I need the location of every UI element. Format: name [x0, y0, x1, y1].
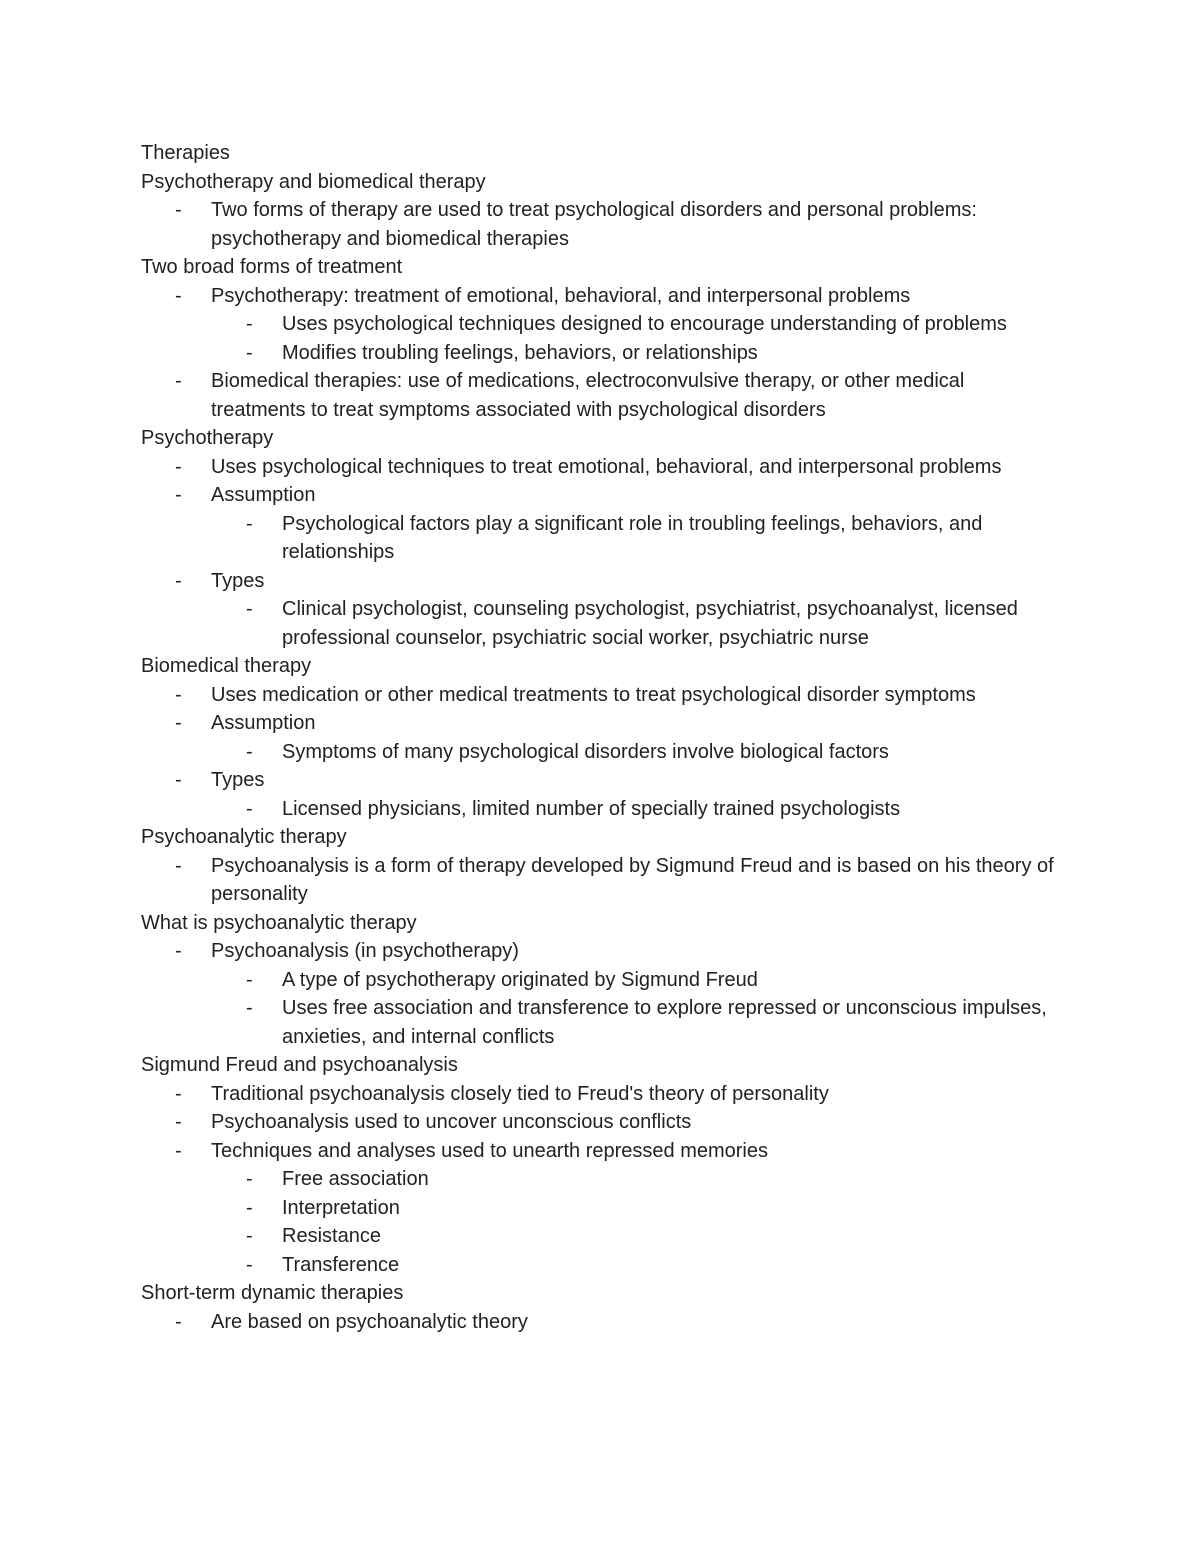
bullet-dash: - [175, 1111, 182, 1133]
bullet-dash: - [175, 683, 182, 706]
bullet-dash: - [246, 797, 253, 820]
bullet-dash: - [246, 1196, 253, 1219]
list-item-level-1 [141, 367, 1061, 424]
section-heading: Short-term dynamic therapies [141, 1282, 404, 1304]
list-item-level-2 [141, 1194, 1061, 1223]
list-item-text: Two forms of therapy are used to treat psychological disorders and personal problems: psychotherapy and biomedical therapies [211, 199, 977, 250]
bullet-dash: - [246, 1253, 253, 1276]
list-item-text: Clinical psychologist, counseling psychologist, psychiatrist, psychoanalyst, licensed professional counselor, psychiatric social worker, psychiatric nurse [282, 598, 1018, 649]
list-item-text: Resistance [282, 1225, 381, 1247]
list-item-level-1 [141, 1308, 1061, 1337]
list-item-text: Interpretation [282, 1196, 400, 1219]
list-item-level-2 [141, 1251, 1061, 1280]
list-item-level-1 [141, 282, 1061, 311]
list-item-text: Psychological factors play a significant role in troubling feelings, behaviors, and relationships [282, 512, 983, 563]
list-item-text: Assumption [211, 484, 316, 506]
section-heading: Psychoanalytic therapy [141, 826, 347, 848]
list-item-level-2 [141, 738, 1061, 767]
bullet-dash: - [175, 1082, 182, 1105]
section-heading: Two broad forms of treatment [141, 256, 403, 278]
section-heading: Sigmund Freud and psychoanalysis [141, 1054, 458, 1076]
list-item-level-2 [141, 310, 1061, 339]
bullet-dash: - [246, 512, 253, 535]
list-item-text: Techniques and analyses used to unearth repressed memories [211, 1139, 768, 1162]
list-item-level-1 [141, 681, 1061, 710]
document-body [141, 139, 1061, 1336]
list-item-level-1 [141, 1108, 1061, 1137]
list-item-text: Psychoanalysis used to uncover unconscious conflicts [211, 1111, 692, 1133]
bullet-dash: - [175, 769, 182, 791]
list-item-text: Assumption [211, 712, 316, 734]
bullet-dash: - [175, 484, 182, 506]
list-item-level-1 [141, 1080, 1061, 1109]
list-item-text: Types [211, 769, 265, 791]
bullet-dash: - [175, 455, 182, 478]
section-heading: Therapies [141, 142, 230, 164]
bullet-dash: - [246, 598, 253, 620]
list-item-level-2 [141, 1222, 1061, 1251]
list-item-text: A type of psychotherapy originated by Sigmund Freud [282, 968, 758, 991]
list-item-text: Uses medication or other medical treatments to treat psychological disorder symptoms [211, 683, 976, 706]
list-item-level-1 [141, 196, 1061, 253]
list-item-text: Types [211, 569, 265, 592]
list-item-level-2 [141, 966, 1061, 995]
list-item-level-1 [141, 852, 1061, 909]
list-item-level-1 [141, 567, 1061, 596]
bullet-dash: - [246, 740, 253, 763]
list-item-level-1 [141, 1137, 1061, 1166]
list-item-level-1 [141, 709, 1061, 738]
list-item-text: Psychoanalysis (in psychotherapy) [211, 940, 519, 962]
bullet-dash: - [175, 940, 182, 962]
list-item-level-1 [141, 766, 1061, 795]
section-heading: What is psychoanalytic therapy [141, 911, 417, 934]
bullet-dash: - [175, 1139, 182, 1162]
section-heading: Psychotherapy and biomedical therapy [141, 170, 486, 193]
bullet-dash: - [246, 1225, 253, 1247]
list-item-level-2 [141, 339, 1061, 368]
list-item-text: Licensed physicians, limited number of specially trained psychologists [282, 797, 901, 820]
list-item-text: Uses free association and transference to explore repressed or unconscious impulses, anxieties, and internal conflicts [282, 997, 1047, 1048]
bullet-dash: - [175, 199, 182, 221]
list-item-text: Uses psychological techniques designed to encourage understanding of problems [282, 313, 1007, 335]
list-item-level-2 [141, 510, 1061, 567]
bullet-dash: - [246, 997, 253, 1019]
list-item-text: Modifies troubling feelings, behaviors, or relationships [282, 341, 758, 364]
list-item-level-1 [141, 481, 1061, 510]
list-item-text: Traditional psychoanalysis closely tied to Freud's theory of personality [211, 1082, 829, 1105]
bullet-dash: - [175, 1310, 182, 1333]
bullet-dash: - [246, 341, 253, 364]
bullet-dash: - [175, 569, 182, 592]
list-item-level-2 [141, 795, 1061, 824]
list-item-text: Are based on psychoanalytic theory [211, 1310, 528, 1333]
list-item-text: Transference [282, 1253, 400, 1276]
bullet-dash: - [175, 370, 182, 392]
bullet-dash: - [175, 284, 182, 307]
list-item-text: Psychoanalysis is a form of therapy developed by Sigmund Freud and is based on his theory of personality [211, 854, 1054, 905]
bullet-dash: - [246, 968, 253, 991]
list-item-level-2 [141, 994, 1061, 1051]
bullet-dash: - [246, 313, 253, 335]
list-item-level-2 [141, 595, 1061, 652]
bullet-dash: - [175, 854, 182, 877]
list-item-level-1 [141, 937, 1061, 966]
list-item-level-2 [141, 1165, 1061, 1194]
bullet-dash: - [246, 1168, 253, 1190]
list-item-text: Symptoms of many psychological disorders involve biological factors [282, 740, 889, 763]
section-heading: Psychotherapy [141, 427, 274, 449]
list-item-text: Biomedical therapies: use of medications, electroconvulsive therapy, or other medical treatments to treat symptoms associated with psychological disorders [211, 370, 965, 421]
list-item-text: Free association [282, 1168, 429, 1190]
list-item-text: Psychotherapy: treatment of emotional, behavioral, and interpersonal problems [211, 284, 911, 307]
bullet-dash: - [175, 712, 182, 734]
list-item-text: Uses psychological techniques to treat emotional, behavioral, and interpersonal problems [211, 455, 1002, 478]
section-heading: Biomedical therapy [141, 655, 312, 677]
list-item-level-1 [141, 453, 1061, 482]
